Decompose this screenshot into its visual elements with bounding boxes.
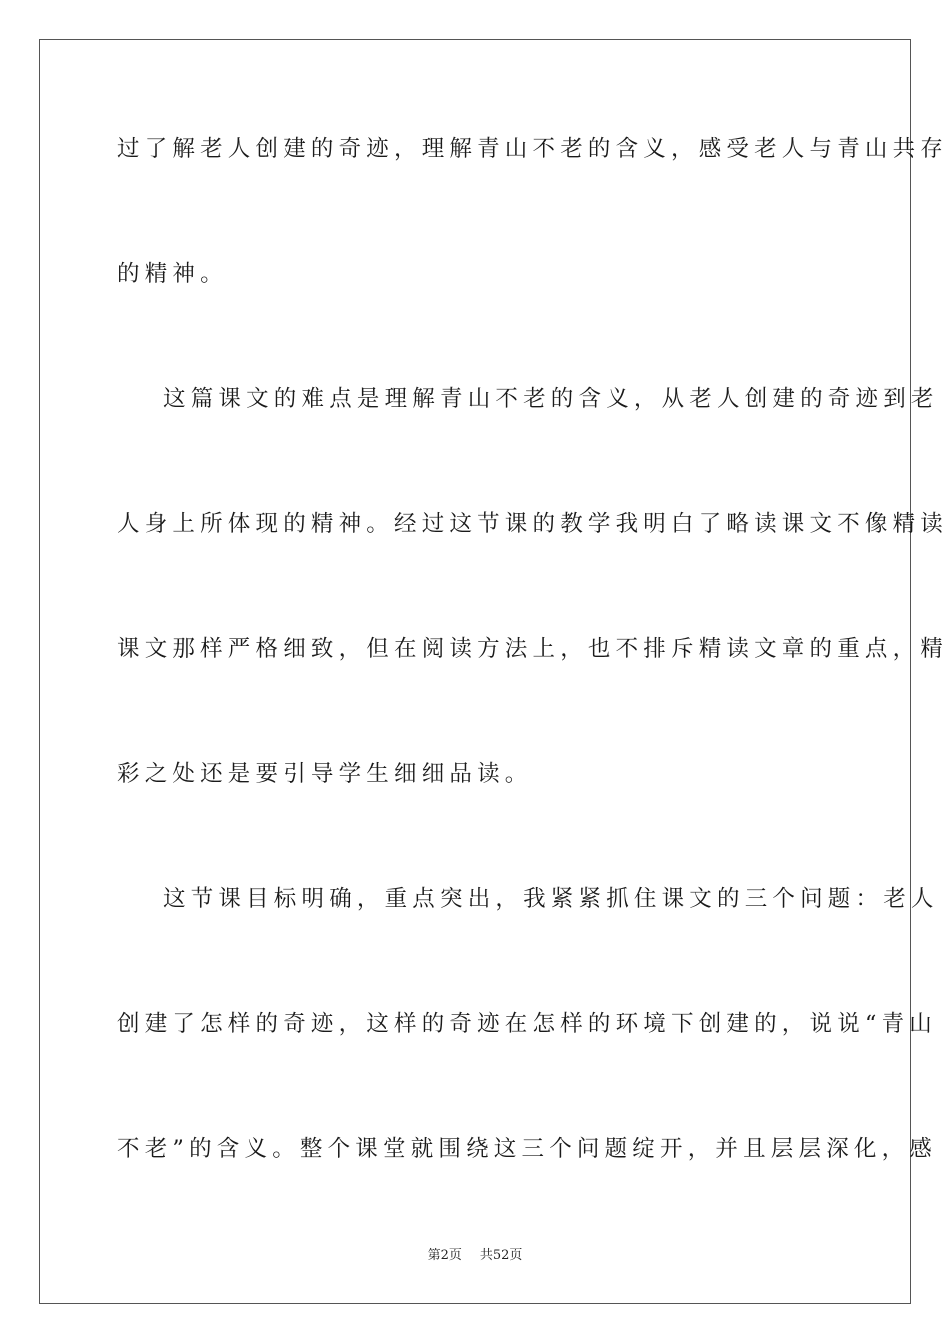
page-footer — [0, 1247, 950, 1265]
paragraph-start-line: 这节课目标明确，重点突出，我紧紧抓住课文的三个问题：老人 — [163, 886, 939, 912]
text-line: 创建了怎样的奇迹，这样的奇迹在怎样的环境下创建的，说说“青山 — [117, 1011, 938, 1037]
text-line: 课文那样严格细致，但在阅读方法上，也不排斥精读文章的重点，精 — [117, 636, 949, 662]
text-line: 彩之处还是要引导学生细细品读。 — [117, 761, 533, 787]
text-line: 的精神。 — [117, 261, 228, 287]
text-line: 过了解老人创建的奇迹，理解青山不老的含义，感受老人与青山共存 — [117, 136, 949, 162]
text-line: 不老”的含义。整个课堂就围绕这三个问题绽开，并且层层深化，感 — [117, 1136, 938, 1162]
page-border — [39, 39, 949, 1304]
page-total: 共52页 — [479, 1248, 523, 1263]
text-line: 人身上所体现的精神。经过这节课的教学我明白了略读课文不像精读 — [117, 511, 949, 537]
paragraph-start-line: 这篇课文的难点是理解青山不老的含义，从老人创建的奇迹到老 — [163, 386, 939, 412]
page-number: 第2页 — [427, 1248, 462, 1263]
